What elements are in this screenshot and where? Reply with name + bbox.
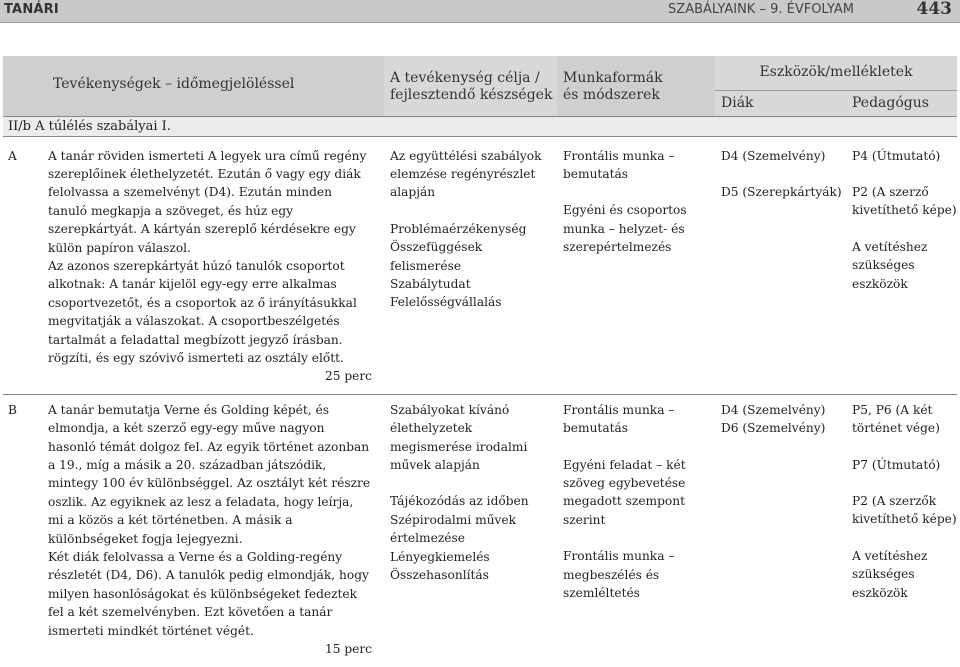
lesson-plan-table [3, 56, 957, 658]
col-student: Diák [715, 90, 846, 116]
row-letter: B [3, 394, 48, 658]
row-letter: A [8, 148, 17, 163]
goal-cell: Szabályokat kívánó élethelyzetek megismerése irodalmi művek alapján Tájékozódás az időben Szépirodalmi művek értelmezése Lényegkiemelés Összehasonlítás [384, 394, 557, 658]
duration: 25 perc [324, 369, 372, 384]
header-left-title: TANÁRI [4, 2, 59, 17]
col-forms: Munkaformák és módszerek [557, 56, 715, 116]
page-header [0, 0, 960, 23]
teacher-tools-cell: P5, P6 (A két történet vége) P7 (Útmutató) P2 (A szerzők kivetíthető képe) A vetítéshez szükséges eszközök [846, 394, 957, 658]
table-row [3, 147, 957, 386]
activity-cell: A tanár röviden ismerteti A legyek ura című regény szereplőinek élethelyzetét. Ezután ő vagy egy diák felolvassa a szemelvényt (D4). Ezután minden tanuló megkapja a szöveget, és húz egy szerepkártyát. A kártyán szereplő kérdésekre egy külön papíron válaszol. Az azonos szerepkártyát húzó tanulók csoportot alkotnak: A tanár kijelöl egy-egy erre alkalmas csoportvezetőt, és a csoportok az ő irányításukkal megvitatják a válaszokat. A csoportbeszélgetés tartalmát a feladattal megbízott jegyző írásban. rögzíti, és egy szóvivő ismerteti az osztály előtt. 25 perc [48, 147, 384, 386]
table-header [3, 56, 957, 116]
student-tools-cell: D4 (Szemelvény) D6 (Szemelvény) [715, 394, 846, 658]
col-tools: Eszközök/mellékletek [715, 56, 957, 90]
duration: 15 perc [324, 642, 372, 657]
header-right-title: SZABÁLYAINK – 9. ÉVFOLYAM [668, 2, 854, 17]
goal-cell: Az együttélési szabályok elemzése regényrészlet alapján Problémaérzékenység Összefüggések felismerése Szabálytudat Felelősségvállalás [390, 148, 542, 310]
teacher-tools-cell: P4 (Útmutató) P2 (A szerző kivetíthető képe) A vetítéshez szükséges eszközök [852, 148, 957, 291]
section-title: II/b A túlélés szabályai I. [3, 116, 957, 136]
table-row [3, 394, 957, 658]
page-number: 443 [916, 0, 952, 19]
forms-cell: Frontális munka – bemutatás Egyéni feladat – két szöveg egybevetése megadott szempont szerint Frontális munka – megbeszélés és szemléltetés [557, 394, 715, 658]
activity-cell: A tanár bemutatja Verne és Golding képét, és elmondja, a két szerző egy-egy műve nagyon hasonló témát dolgoz fel. Az egyik történet azonban a 19., míg a másik a 20. században játszódik, mintegy 100 év különbséggel. Az osztályt két részre oszlik. Az egyiknek az lesz a feladata, hogy leírja, mi a közös a két történetben. A másik a különbségeket fogja lejegyezni. Két diák felolvassa a Verne és a Golding-regény részletét (D4, D6). A tanulók pedig elmondják, hogy milyen hasonlóságokat és különbségeket fedeztek fel a két szemelvényben. Ezt követően a tanár ismerteti mindkét történet végét. 15 perc [48, 394, 384, 658]
forms-cell: Frontális munka – bemutatás Egyéni és csoportos munka – helyzet- és szerepértelmezés [563, 148, 687, 255]
col-activity: Tevékenységek – időmegjelöléssel [3, 56, 384, 116]
student-tools-cell: D4 (Szemelvény) D5 (Szerepkártyák) [721, 148, 842, 199]
col-goal: A tevékenység célja / fejlesztendő készségek [384, 56, 557, 116]
col-teacher: Pedagógus [846, 90, 957, 116]
